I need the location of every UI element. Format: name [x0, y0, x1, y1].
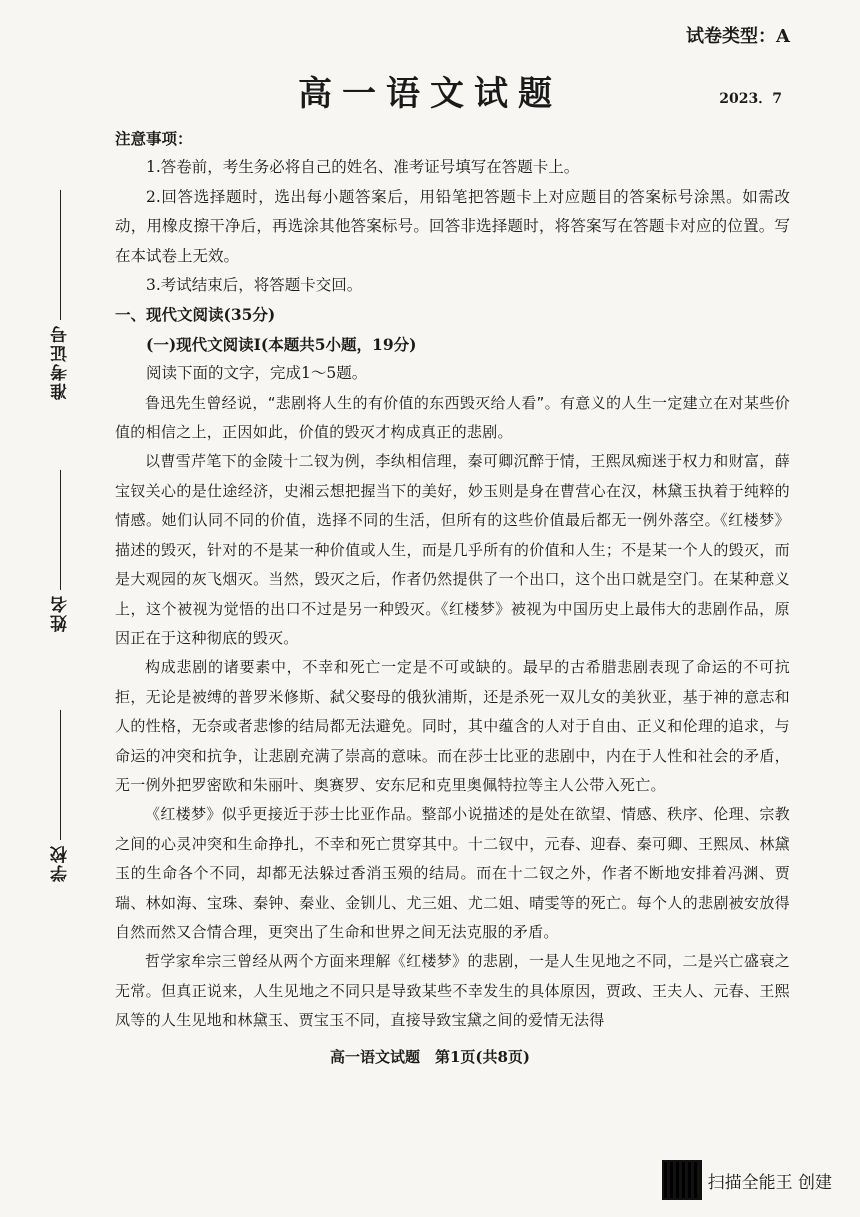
notice-item: 2.回答选择题时，选出每小题答案后，用铅笔把答题卡上对应题目的答案标号涂黑。如需改动，用橡皮擦干净后，再选涂其他答案标号。回答非选择题时，将答案写在答题卡对应的位置。写在本试卷上无效。	[115, 187, 790, 265]
margin-line	[60, 470, 61, 590]
margin-line	[60, 190, 61, 320]
passage-paragraph: 以曹雪芹笔下的金陵十二钗为例，李纨相信理，秦可卿沉醉于情，王熙凤痴迷于权力和财富，薛宝钗关心的是仕途经济，史湘云想把握当下的美好，妙玉则是身在曹营心在汉，林黛玉执着于纯粹的情感。她们认同不同的价值，选择不同的生活，但所有的这些价值最后都无一例外落空。《红楼梦》描述的毁灭，针对的不是某一种价值或人生，而是几乎所有的价值和人生；不是某一个人的毁灭，而是大观园的灰飞烟灭。当然，毁灭之后，作者仍然提供了一个出口，这个出口就是空门。在某种意义上，这个被视为觉悟的出口不过是另一种毁灭。《红楼梦》被视为中国历史上最伟大的悲剧作品，原因正在于这种彻底的毁灭。	[115, 452, 790, 647]
exam-date: 2023．7	[719, 91, 782, 107]
passage-paragraph: 构成悲剧的诸要素中，不幸和死亡一定是不可或缺的。最早的古希腊悲剧表现了命运的不可抗拒，无论是被缚的普罗米修斯、弑父娶母的俄狄浦斯，还是杀死一双儿女的美狄亚，基于神的意志和人的性格，无奈或者悲惨的结局都无法避免。同时，其中蕴含的人对于自由、正义和伦理的追求，与命运的冲突和抗争，让悲剧充满了崇高的意味。而在莎士比亚的悲剧中，内在于人性和社会的矛盾，无一例外把罗密欧和朱丽叶、奥赛罗、安东尼和克里奥佩特拉等主人公带入死亡。	[115, 658, 790, 794]
paper-type: 试卷类型：A	[686, 26, 790, 47]
margin-school	[40, 710, 80, 882]
passage-paragraph: 《红楼梦》似乎更接近于莎士比亚作品。整部小说描述的是处在欲望、情感、秩序、伦理、宗教之间的心灵冲突和生命挣扎，不幸和死亡贯穿其中。十二钗中，元春、迎春、秦可卿、王熙凤、林黛玉的生命各个不同，却都无法躲过香消玉殒的结局。而在十二钗之外，作者不断地安排着冯渊、贾瑞、林如海、宝珠、秦钟、秦业、金钏儿、尤三姐、尤二姐、晴雯等的死亡。每个人的悲剧被安放得自然而然又合情合理，更突出了生命和世界之间无法克服的矛盾。	[115, 805, 790, 941]
page-footer: 高一语文试题 第1页(共8页)	[329, 1048, 531, 1066]
exam-content	[115, 124, 790, 1036]
watermark-text: 扫描全能王 创建	[707, 1172, 832, 1193]
section-heading: 一、现代文阅读(35分)	[115, 305, 276, 325]
page-title: 高一语文试题	[298, 74, 562, 114]
notice-item: 1.答卷前，考生务必将自己的姓名、准考证号填写在答题卡上。	[146, 158, 580, 177]
passage-paragraph: 哲学家牟宗三曾经从两个方面来理解《红楼梦》的悲剧，一是人生见地之不同，二是兴亡盛衰之无常。但真正说来，人生见地之不同只是导致某些不幸发生的具体原因，贾政、王夫人、元春、王熙凤等的人生见地和林黛玉、贾宝玉不同，直接导致宝黛之间的爱情无法得	[115, 952, 790, 1030]
margin-name	[40, 470, 80, 632]
margin-school-label: 学校	[50, 844, 71, 882]
notice-heading: 注意事项：	[115, 129, 193, 148]
margin-exam-no-label: 准考证号	[50, 324, 71, 400]
margin-name-label: 姓名	[50, 594, 71, 632]
notice-item: 3.考试结束后，将答题卡交回。	[146, 276, 363, 295]
subsection-heading: (一)现代文阅读Ⅰ(本题共5小题，19分)	[146, 334, 417, 354]
qr-code-icon	[662, 1160, 702, 1200]
reading-instruction: 阅读下面的文字，完成1～5题。	[146, 364, 368, 383]
scanner-watermark	[662, 1160, 832, 1200]
passage-paragraph: 鲁迅先生曾经说，“悲剧将人生的有价值的东西毁灭给人看”。有意义的人生一定建立在对某些价值的相信之上，正因如此，价值的毁灭才构成真正的悲剧。	[115, 393, 790, 442]
margin-exam-no	[40, 190, 80, 400]
margin-line	[60, 710, 61, 840]
